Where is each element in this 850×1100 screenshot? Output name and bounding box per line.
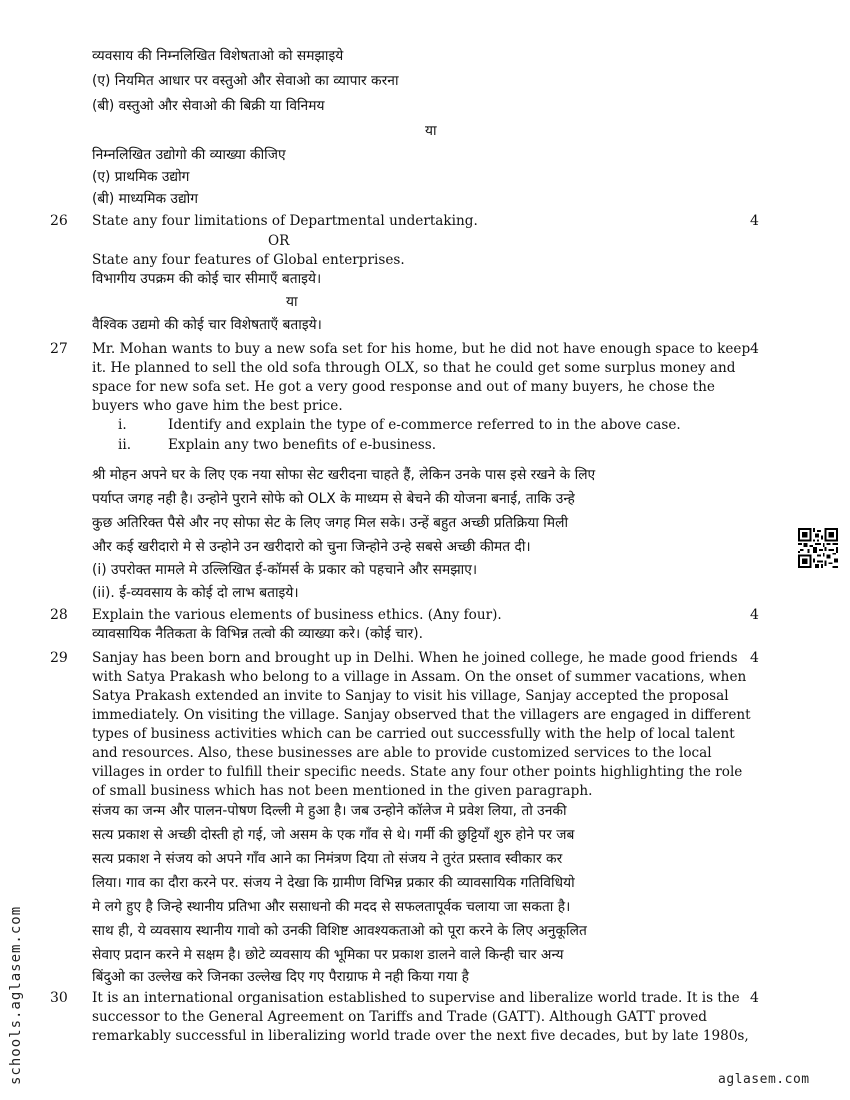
q27-hi-line-1: श्री मोहन अपने घर के लिए एक नया सोफा सेट खरीदना चाहते हैं, लेकिन उनके पास इसे रखने के लिए	[92, 467, 596, 483]
q29-hi-line-4: लिया। गाव का दौरा करने पर. संजय ने देखा कि ग्रामीण विभिन्न प्रकार की व्यावसायिक गतिविधियो	[92, 875, 575, 891]
q29-en-line-1: Sanjay has been born and brought up in Delhi. When he joined college, he made good friends	[92, 650, 738, 666]
q27-number: 27	[50, 341, 68, 357]
q26-or-en: OR	[268, 233, 290, 249]
q29-hi-line-5: मे लगे हुए है जिन्हे स्थानीय प्रतिभा और ससाधनो की मदद से सफलतापूर्वक चलाया जा सकता है।	[92, 899, 571, 915]
q29-en-line-5: types of business activities which can be carried out successfully with the help of local talent	[92, 726, 735, 742]
q27-hi-line-6: (ii). ई-व्यवसाय के कोई दो लाभ बताइये।	[92, 585, 299, 601]
q30-en-line-3: remarkably successful in liberalizing world trade over the next five decades, but by late 1980s,	[92, 1028, 749, 1044]
q27-hi-line-4: और कई खरीदारो मे से उन्होने उन खरीदारो को चुना जिन्होने उन्हे सबसे अच्छी कीमत दी।	[92, 539, 531, 555]
q30-en-line-2: successor to the General Agreement on Tariffs and Trade (GATT). Although GATT proved	[92, 1009, 707, 1025]
q27-hi-line-5: (i) उपरोक्त मामले मे उल्लिखित ई-कॉमर्स के प्रकार को पहचाने और समझाए।	[92, 562, 478, 578]
q26-alt-en: State any four features of Global enterprises.	[92, 252, 405, 268]
q27-sub-text-2: Explain any two benefits of e-business.	[168, 437, 437, 453]
q27-en-line-3: space for new sofa set. He got a very good response and out of many buyers, he chose the	[92, 379, 715, 395]
side-watermark: schools.aglasem.com	[8, 905, 24, 1085]
q29-en-line-4: immediately. On visiting the village. Sanjay observed that the villagers are engaged in different	[92, 707, 751, 723]
q30-en-line-1: It is an international organisation established to supervise and liberalize world trade. It is the	[92, 990, 740, 1006]
qr-code-icon	[798, 528, 838, 568]
q28-marks: 4	[750, 607, 759, 623]
q26-text-en: State any four limitations of Departmental undertaking.	[92, 213, 478, 229]
q27-en-line-4: buyers who gave him the best price.	[92, 398, 343, 414]
q28-number: 28	[50, 607, 68, 623]
q26-text-hi: विभागीय उपक्रम की कोई चार सीमाएँ बताइये।	[92, 271, 322, 287]
q28-text-en: Explain the various elements of business ethics. (Any four).	[92, 607, 502, 623]
q26-alt-hi: वैश्विक उद्यमो की कोई चार विशेषताएँ बताइये।	[92, 317, 322, 333]
q27-sub-label-1: i.	[118, 417, 127, 433]
q26-or-hi: या	[286, 294, 298, 310]
q25-hi-line-2: (ए) नियमित आधार पर वस्तुओ और सेवाओ का व्यापार करना	[92, 73, 399, 89]
q29-hi-line-2: सत्य प्रकाश से अच्छी दोस्ती हो गई, जो असम के एक गाँव से थे। गर्मी की छुट्टियाँ शुरु होने पर जब	[92, 827, 575, 843]
q26-number: 26	[50, 213, 68, 229]
q27-hi-line-2: पर्याप्त जगह नही है। उन्होने पुराने सोफे को OLX के माध्यम से बेचने की योजना बनाई, ताकि उन्हे	[92, 491, 575, 507]
q29-en-line-8: of small business which has not been mentioned in the given paragraph.	[92, 783, 593, 799]
q26-marks: 4	[750, 213, 759, 229]
q28-text-hi: व्यावसायिक नैतिकता के विभिन्न तत्वो की व्याख्या करे। (कोई चार).	[92, 626, 424, 642]
q29-en-line-2: with Satya Prakash who belong to a village in Assam. On the onset of summer vacations, when	[92, 669, 747, 685]
q27-en-line-2: it. He planned to sell the old sofa through OLX, so that he could get some surplus money and	[92, 360, 736, 376]
q29-hi-line-6: साथ ही, ये व्यवसाय स्थानीय गावो को उनकी विशिष्ट आवश्यकताओ को पूरा करने के लिए अनुकूलित	[92, 923, 587, 939]
q30-marks: 4	[750, 990, 759, 1006]
q25-hi-line-1: व्यवसाय की निम्नलिखित विशेषताओ को समझाइये	[92, 48, 344, 64]
q27-marks: 4	[750, 341, 759, 357]
q27-sub-label-2: ii.	[118, 437, 132, 453]
q25-alt-line-1: निम्नलिखित उद्योगो की व्याख्या कीजिए	[92, 147, 286, 163]
q29-en-line-7: villages in order to fulfill their specific needs. State any four other points highlighting the role	[92, 764, 743, 780]
q25-or-hi: या	[425, 123, 437, 139]
q27-sub-text-1: Identify and explain the type of e-commerce referred to in the above case.	[168, 417, 681, 433]
q25-alt-line-2: (ए) प्राथमिक उद्योग	[92, 169, 190, 185]
q29-marks: 4	[750, 650, 759, 666]
q29-en-line-3: Satya Prakash extended an invite to Sanjay to visit his village, Sanjay accepted the proposal	[92, 688, 729, 704]
q27-en-line-1: Mr. Mohan wants to buy a new sofa set for his home, but he did not have enough space to keep	[92, 341, 751, 357]
q25-alt-line-3: (बी) माध्यमिक उद्योग	[92, 191, 199, 207]
q29-number: 29	[50, 650, 68, 666]
q29-hi-line-7: सेवाए प्रदान करने मे सक्षम है। छोटे व्यवसाय की भूमिका पर प्रकाश डालने वाले किन्ही चार अन्य	[92, 947, 564, 963]
q29-hi-line-3: सत्य प्रकाश ने संजय को अपने गाँव आने का निमंत्रण दिया तो संजय ने तुरंत प्रस्ताव स्वीकार कर	[92, 851, 563, 867]
q25-hi-line-3: (बी) वस्तुओ और सेवाओ की बिक्री या विनिमय	[92, 98, 325, 114]
footer-watermark: aglasem.com	[718, 1072, 810, 1087]
q29-en-line-6: and resources. Also, these businesses are able to provide customized services to the local	[92, 745, 712, 761]
q30-number: 30	[50, 990, 68, 1006]
q27-hi-line-3: कुछ अतिरिक्त पैसे और नए सोफा सेट के लिए जगह मिल सके। उन्हें बहुत अच्छी प्रतिक्रिया मिली	[92, 515, 569, 531]
q29-hi-line-1: संजय का जन्म और पालन-पोषण दिल्ली मे हुआ है। जब उन्होने कॉलेज मे प्रवेश लिया, तो उनकी	[92, 803, 567, 819]
q29-hi-line-8: बिंदुओ का उल्लेख करे जिनका उल्लेख दिए गए पैराग्राफ मे नही किया गया है	[92, 969, 469, 985]
